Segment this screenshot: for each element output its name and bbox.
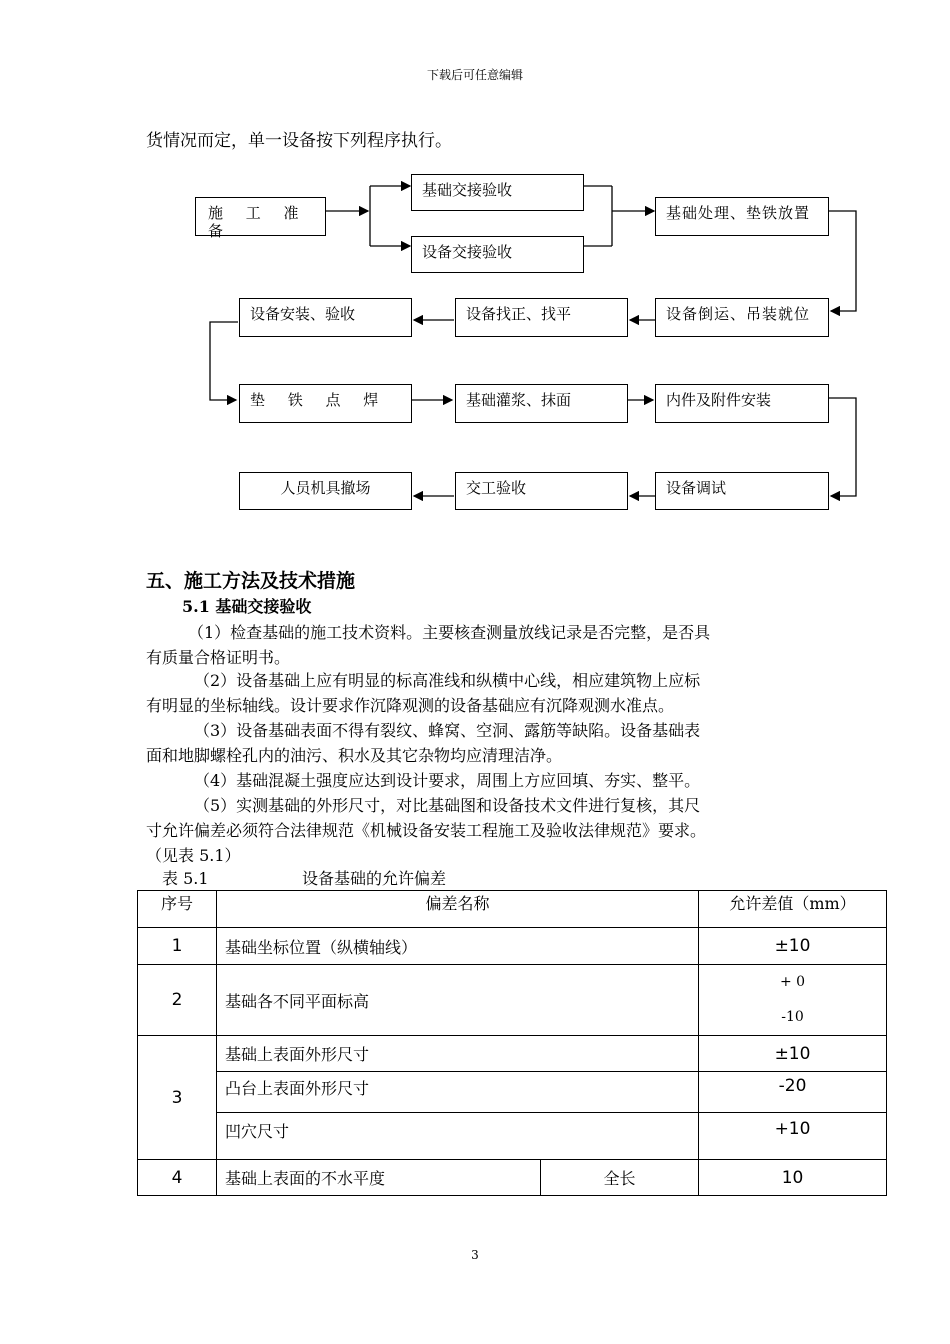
- intro-text: 货情况而定，单一设备按下列程序执行。: [146, 131, 452, 151]
- paragraph-2-line-2: 有明显的坐标轴线。设计要求作沉降观测的设备基础应有沉降观测水准点。: [146, 696, 675, 715]
- flow-step-base-treatment: 基础处理、垫铁放置: [655, 197, 829, 236]
- row-name: 基础各不同平面标高: [217, 965, 699, 1036]
- table-row: [138, 1072, 887, 1113]
- flow-step-grout: 基础灌浆、抹面: [455, 384, 628, 423]
- flow-step-shim-weld: 垫 铁 点 焊: [239, 384, 412, 423]
- row-value-upper: + 0: [779, 974, 806, 990]
- paragraph-5-line-3: （见表 5.1）: [146, 846, 241, 865]
- table-row: [138, 965, 887, 1036]
- row-value: -20: [699, 1072, 887, 1113]
- header-name: 偏差名称: [217, 891, 699, 928]
- row-name: 基础上表面的不水平度: [217, 1160, 541, 1196]
- table-row: [138, 1160, 887, 1196]
- row-value: [699, 965, 887, 1036]
- flow-step-handover: 交工验收: [455, 472, 628, 510]
- table-row: [138, 928, 887, 965]
- row-name: 凹穴尺寸: [217, 1113, 699, 1160]
- row-no: 2: [138, 965, 217, 1036]
- subsection-heading: 5.1 基础交接验收: [182, 597, 312, 616]
- page-number: 3: [471, 1248, 479, 1262]
- paragraph-5-line-1: （5）实测基础的外形尺寸，对比基础图和设备技术文件进行复核，其尺: [194, 796, 701, 815]
- row-name: 基础坐标位置（纵横轴线）: [217, 928, 699, 965]
- paragraph-3-line-1: （3）设备基础表面不得有裂纹、蜂窝、空洞、露筋等缺陷。设备基础表: [194, 721, 701, 740]
- flow-step-equipment-accept: 设备交接验收: [411, 236, 584, 273]
- paragraph-1: [146, 620, 811, 670]
- paragraph-4-line-1: （4）基础混凝土强度应达到设计要求，周围上方应回填、夯实、整平。: [194, 771, 701, 790]
- deviation-table: [137, 890, 887, 1196]
- paragraph-3: [146, 718, 811, 768]
- table-row: [138, 1113, 887, 1160]
- header-no: 序号: [138, 891, 217, 928]
- row-no: 4: [138, 1160, 217, 1196]
- row-no: 3: [138, 1036, 217, 1160]
- table-row: [138, 1036, 887, 1072]
- flow-step-internals: 内件及附件安装: [655, 384, 829, 423]
- paragraph-4: [146, 768, 811, 793]
- table-caption-number: 表 5.1: [162, 869, 209, 888]
- header-value: 允许差值（mm）: [699, 891, 887, 928]
- paragraph-5-line-2: 寸允许偏差必须符合法律规范《机械设备安装工程施工及验收法律规范》要求。: [146, 821, 707, 840]
- flow-step-demob: 人员机具撤场: [239, 472, 412, 510]
- paragraph-5: [146, 793, 811, 868]
- flow-step-foundation-accept: 基础交接验收: [411, 174, 584, 211]
- row-value-lower: -10: [781, 1009, 804, 1025]
- flow-step-install-accept: 设备安装、验收: [239, 298, 412, 337]
- paragraph-2-line-1: （2）设备基础上应有明显的标高准线和纵横中心线，相应建筑物上应标: [194, 671, 701, 690]
- row-value: ±10: [699, 1036, 887, 1072]
- row-sub: 全长: [541, 1160, 699, 1196]
- row-name: 基础上表面外形尺寸: [217, 1036, 699, 1072]
- section-heading: 五、施工方法及技术措施: [146, 570, 356, 592]
- row-value: 10: [699, 1160, 887, 1196]
- paragraph-3-line-2: 面和地脚螺栓孔内的油污、积水及其它杂物均应清理洁净。: [146, 746, 563, 765]
- flow-step-prep: 施 工 准 备: [195, 197, 326, 236]
- paragraph-1-line-1: （1）检查基础的施工技术资料。主要核查测量放线记录是否完整，是否具: [188, 623, 711, 642]
- row-no: 1: [138, 928, 217, 965]
- row-name: 凸台上表面外形尺寸: [217, 1072, 699, 1113]
- flow-step-align-level: 设备找正、找平: [455, 298, 628, 337]
- table-header-row: [138, 891, 887, 928]
- flow-step-transport-hoist: 设备倒运、吊装就位: [655, 298, 829, 337]
- paragraph-2: [146, 668, 811, 718]
- row-value: ±10: [699, 928, 887, 965]
- paragraph-1-line-2: 有质量合格证明书。: [146, 648, 291, 667]
- flow-step-commission: 设备调试: [655, 472, 829, 510]
- row-value: +10: [699, 1113, 887, 1160]
- table-caption-title: 设备基础的允许偏差: [302, 869, 447, 888]
- page-header: 下载后可任意编辑: [426, 68, 523, 82]
